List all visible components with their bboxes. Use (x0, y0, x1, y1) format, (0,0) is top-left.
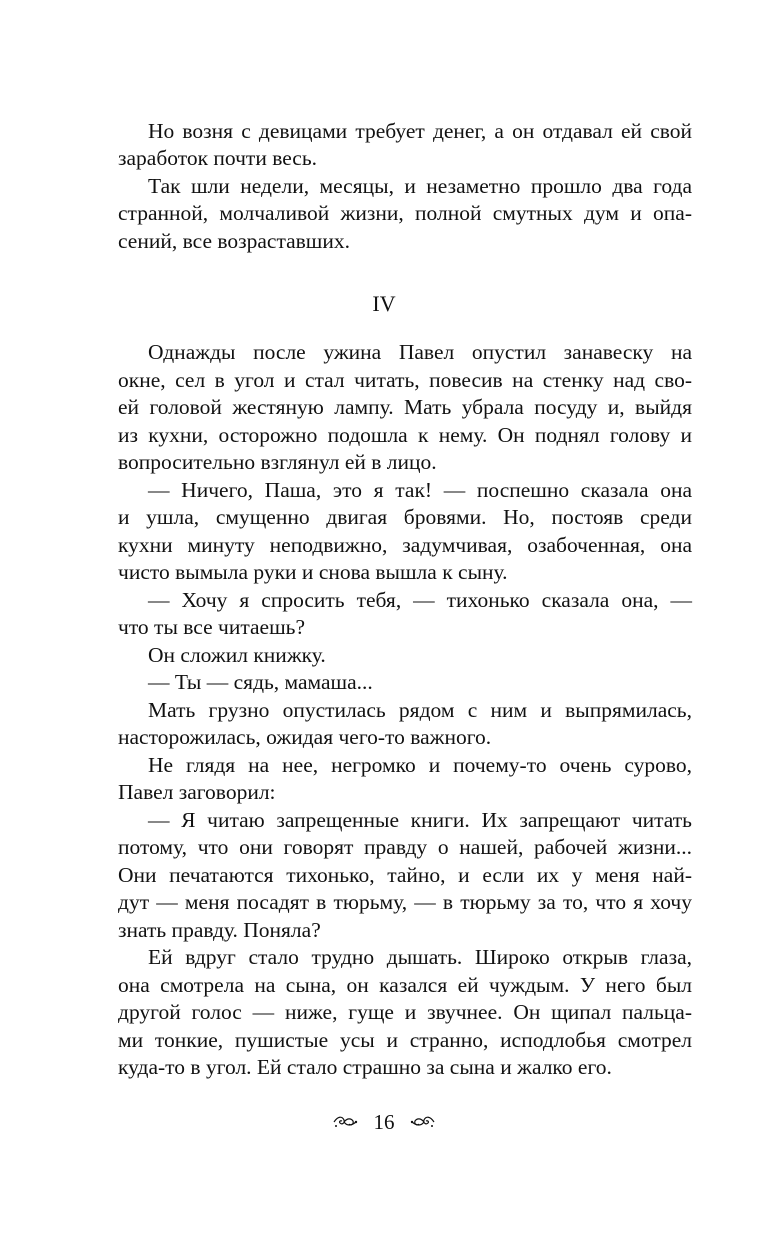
text-line: Однажды после ужина Павел опустил занавеску на (148, 340, 692, 364)
chapter-heading: IV (372, 291, 396, 316)
text-line: Они печатаются тихонько, тайно, и если их у меня най- (118, 863, 692, 887)
text-line: Он сложил книжку. (148, 643, 326, 667)
text-line: сений, все возраставших. (118, 229, 350, 253)
text-line: окне, сел в угол и стал читать, повесив на стенку над сво- (118, 368, 692, 392)
text-line: Ей вдруг стало трудно дышать. Широко открыв глаза, (148, 945, 692, 969)
text-line: ми тонкие, пушистые усы и странно, исподлобья смотрел (118, 1028, 692, 1052)
text-line: — Хочу я спросить тебя, — тихонько сказала она, — (148, 588, 692, 612)
text-line: — Ничего, Паша, это я так! — поспешно сказала она (148, 478, 692, 502)
page-footer (0, 1106, 768, 1136)
text-line: дут — меня посадят в тюрьму, — в тюрьму за то, что я хочу (118, 890, 692, 914)
text-line: вопросительно взглянул ей в лицо. (118, 450, 437, 474)
floral-ornament-icon (332, 1114, 358, 1130)
text-line: Не глядя на нее, негромко и почему-то очень сурово, (148, 753, 692, 777)
text-line: — Я читаю запрещенные книги. Их запрещают читать (148, 808, 692, 832)
text-line: что ты все читаешь? (118, 615, 305, 639)
floral-ornament-icon (410, 1114, 436, 1130)
text-line: заработок почти весь. (118, 146, 318, 170)
text-line: куда-то в угол. Ей стало страшно за сына и жалко его. (118, 1055, 612, 1079)
text-line: знать правду. Поняла? (118, 918, 321, 942)
text-line: насторожилась, ожидая чего-то важного. (118, 725, 492, 749)
text-line: странной, молчаливой жизни, полной смутных дум и опа- (118, 201, 692, 225)
page-number: 16 (373, 1110, 395, 1135)
text-line: Так шли недели, месяцы, и незаметно прошло два года (148, 174, 692, 198)
text-line: из кухни, осторожно подошла к нему. Он поднял голову и (118, 423, 692, 447)
text-line: чисто вымыла руки и снова вышла к сыну. (118, 560, 508, 584)
text-line: и ушла, смущенно двигая бровями. Но, постояв среди (118, 505, 692, 529)
text-line: — Ты — сядь, мамаша... (148, 670, 373, 694)
text-line: потому, что они говорят правду о нашей, рабочей жизни... (118, 835, 692, 859)
text-line: она смотрела на сына, он казался ей чуждым. У него был (118, 973, 692, 997)
text-line: Павел заговорил: (118, 780, 276, 804)
text-line: другой голос — ниже, гуще и звучнее. Он щипал пальца- (118, 1000, 692, 1024)
text-line: Но возня с девицами требует денег, а он отдавал ей свой (148, 119, 692, 143)
text-line: ей головой жестяную лампу. Мать убрала посуду и, выйдя (118, 395, 692, 419)
text-line: Мать грузно опустилась рядом с ним и выпрямилась, (148, 698, 692, 722)
text-line: кухни минуту неподвижно, задумчивая, озабоченная, она (118, 533, 692, 557)
